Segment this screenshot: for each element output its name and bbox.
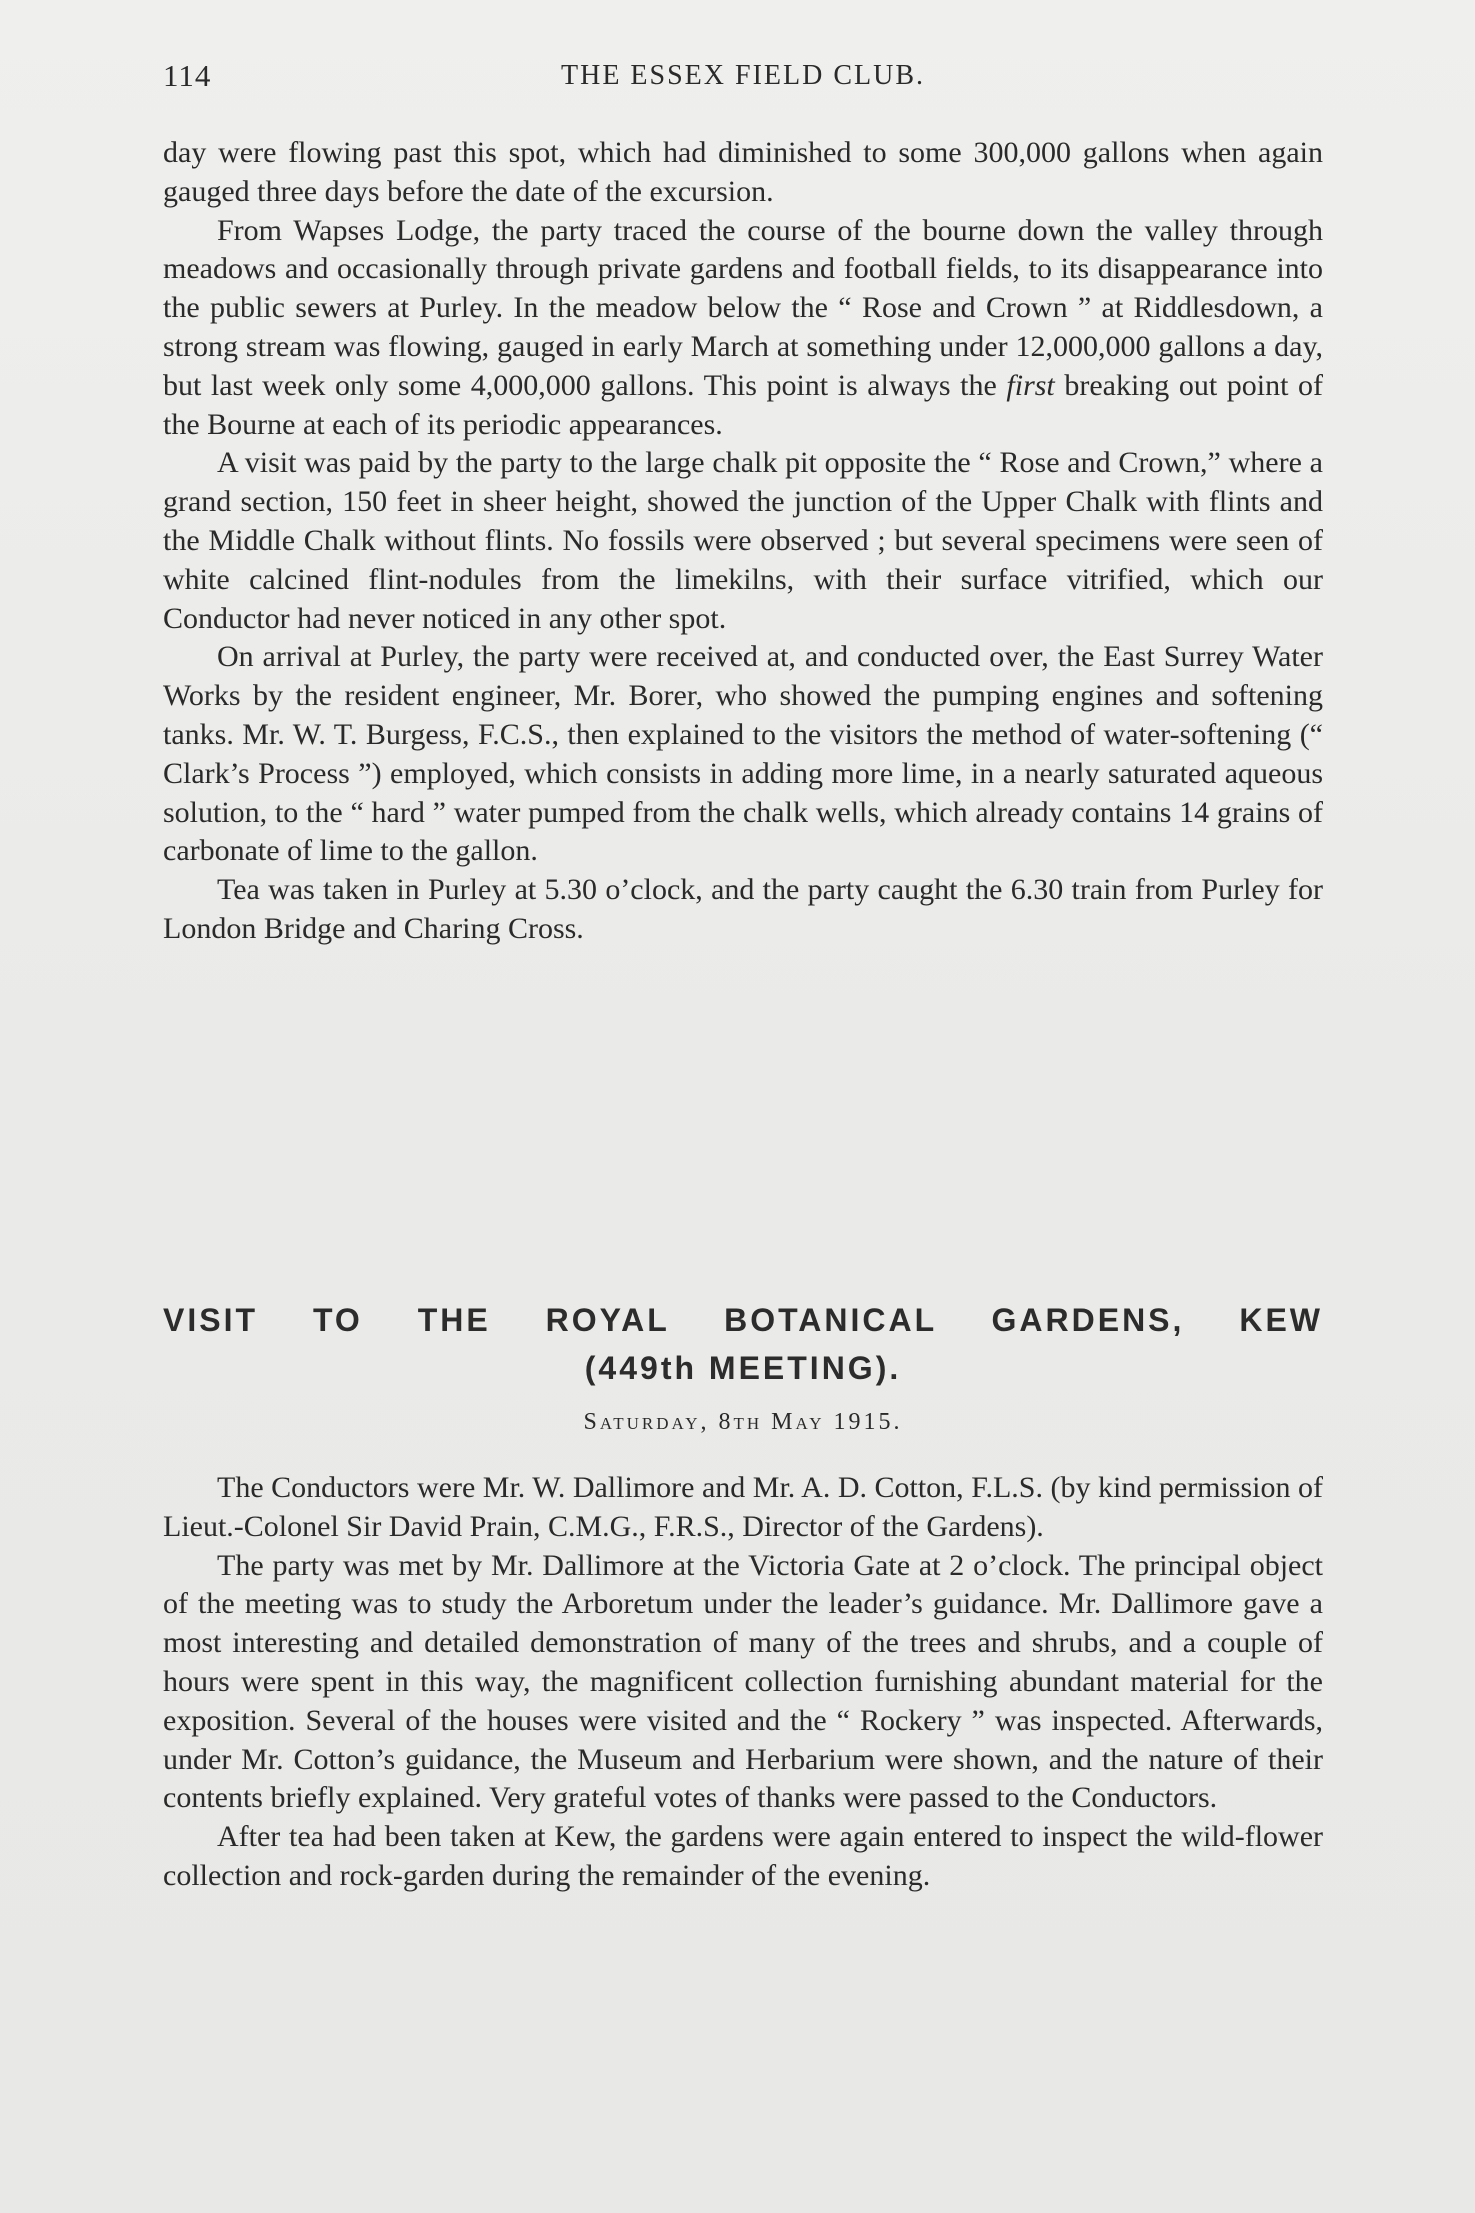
paragraph-tea-purley: Tea was taken in Purley at 5.30 o’clock, and the party caught the 6.30 train from Purley for London Bridge and Charing Cross.	[163, 873, 1323, 945]
section-heading	[163, 1296, 1323, 1392]
paragraph-arboretum: The party was met by Mr. Dallimore at the Victoria Gate at 2 o’clock. The principal object of the meeting was to study the Arboretum under the leader’s guidance. Mr. Dallimore gave a most interesting and detailed demonstration of many of the trees and shrubs, and a couple of hours were spent in this way, the magnificent collection furnishing abundant material for the exposition. Several of the houses were visited and the “ Rockery ” was inspected. Afterwards, under Mr. Cotton’s guidance, the Museum and Herbarium were shown, and the nature of their contents briefly explained. Very grateful votes of thanks were passed to the Conductors.	[163, 1548, 1323, 1815]
kew-visit-report	[163, 1469, 1323, 1896]
paragraph-flow-gauging: day were flowing past this spot, which had diminished to some 300,000 gallons when again gauged three days before the date of the excursion.	[163, 136, 1323, 208]
article-continued	[163, 134, 1323, 949]
paragraph-evening: After tea had been taken at Kew, the gardens were again entered to inspect the wild-flower collection and rock-garden during the remainder of the evening.	[163, 1820, 1323, 1892]
paragraph-text: breaking out point of the Bourne at each of its periodic appearances.	[163, 368, 1324, 441]
italic-word: first	[1006, 368, 1055, 402]
page-number: 114	[163, 58, 212, 93]
paragraph-wapses-lodge	[163, 212, 1323, 445]
meeting-date: Saturday, 8th May 1915.	[583, 1409, 903, 1435]
paragraph-text: From Wapses Lodge, the party traced the course of the bourne down the valley through meadows and occasionally through private gardens and football fields, to its disappearance into the public sewers at Purley. In the meadow below the “ Rose and Crown ” at Riddlesdown, a strong stream was flowing, gauged in early March at something under 12,000,000 gallons a day, but last week only some 4,000,000 gallons. This point is always the	[163, 213, 1323, 402]
paragraph-conductors: The Conductors were Mr. W. Dallimore and Mr. A. D. Cotton, F.L.S. (by kind permission of Lieut.-Colonel Sir David Prain, C.M.G., F.R.S., Director of the Gardens).	[163, 1471, 1323, 1543]
paragraph-chalk-pit: A visit was paid by the party to the large chalk pit opposite the “ Rose and Crown,” where a grand section, 150 feet in sheer height, showed the junction of the Upper Chalk with flints and the Middle Chalk without flints. No fossils were observed ; but several specimens were seen of white calcined flint-nodules from the limekilns, with their surface vitrified, which our Conductor had never noticed in any other spot.	[163, 446, 1323, 635]
journal-title: THE ESSEX FIELD CLUB.	[561, 60, 925, 91]
meeting-number: (449th MEETING).	[584, 1350, 902, 1386]
paragraph-water-works: On arrival at Purley, the party were received at, and conducted over, the East Surrey Water Works by the resident engineer, Mr. Borer, who showed the pumping engines and softening tanks. Mr. W. T. Burgess, F.C.S., then explained to the visitors the method of water-softening (“ Clark’s Process ”) employed, which consists in adding more lime, in a nearly saturated aqueous solution, to the “ hard ” water pumped from the chalk wells, which already contains 14 grains of carbonate of lime to the gallon.	[163, 640, 1323, 868]
section-title: VISIT TO THE ROYAL BOTANICAL GARDENS, KEW	[163, 1302, 1323, 1338]
running-head	[163, 58, 1323, 102]
